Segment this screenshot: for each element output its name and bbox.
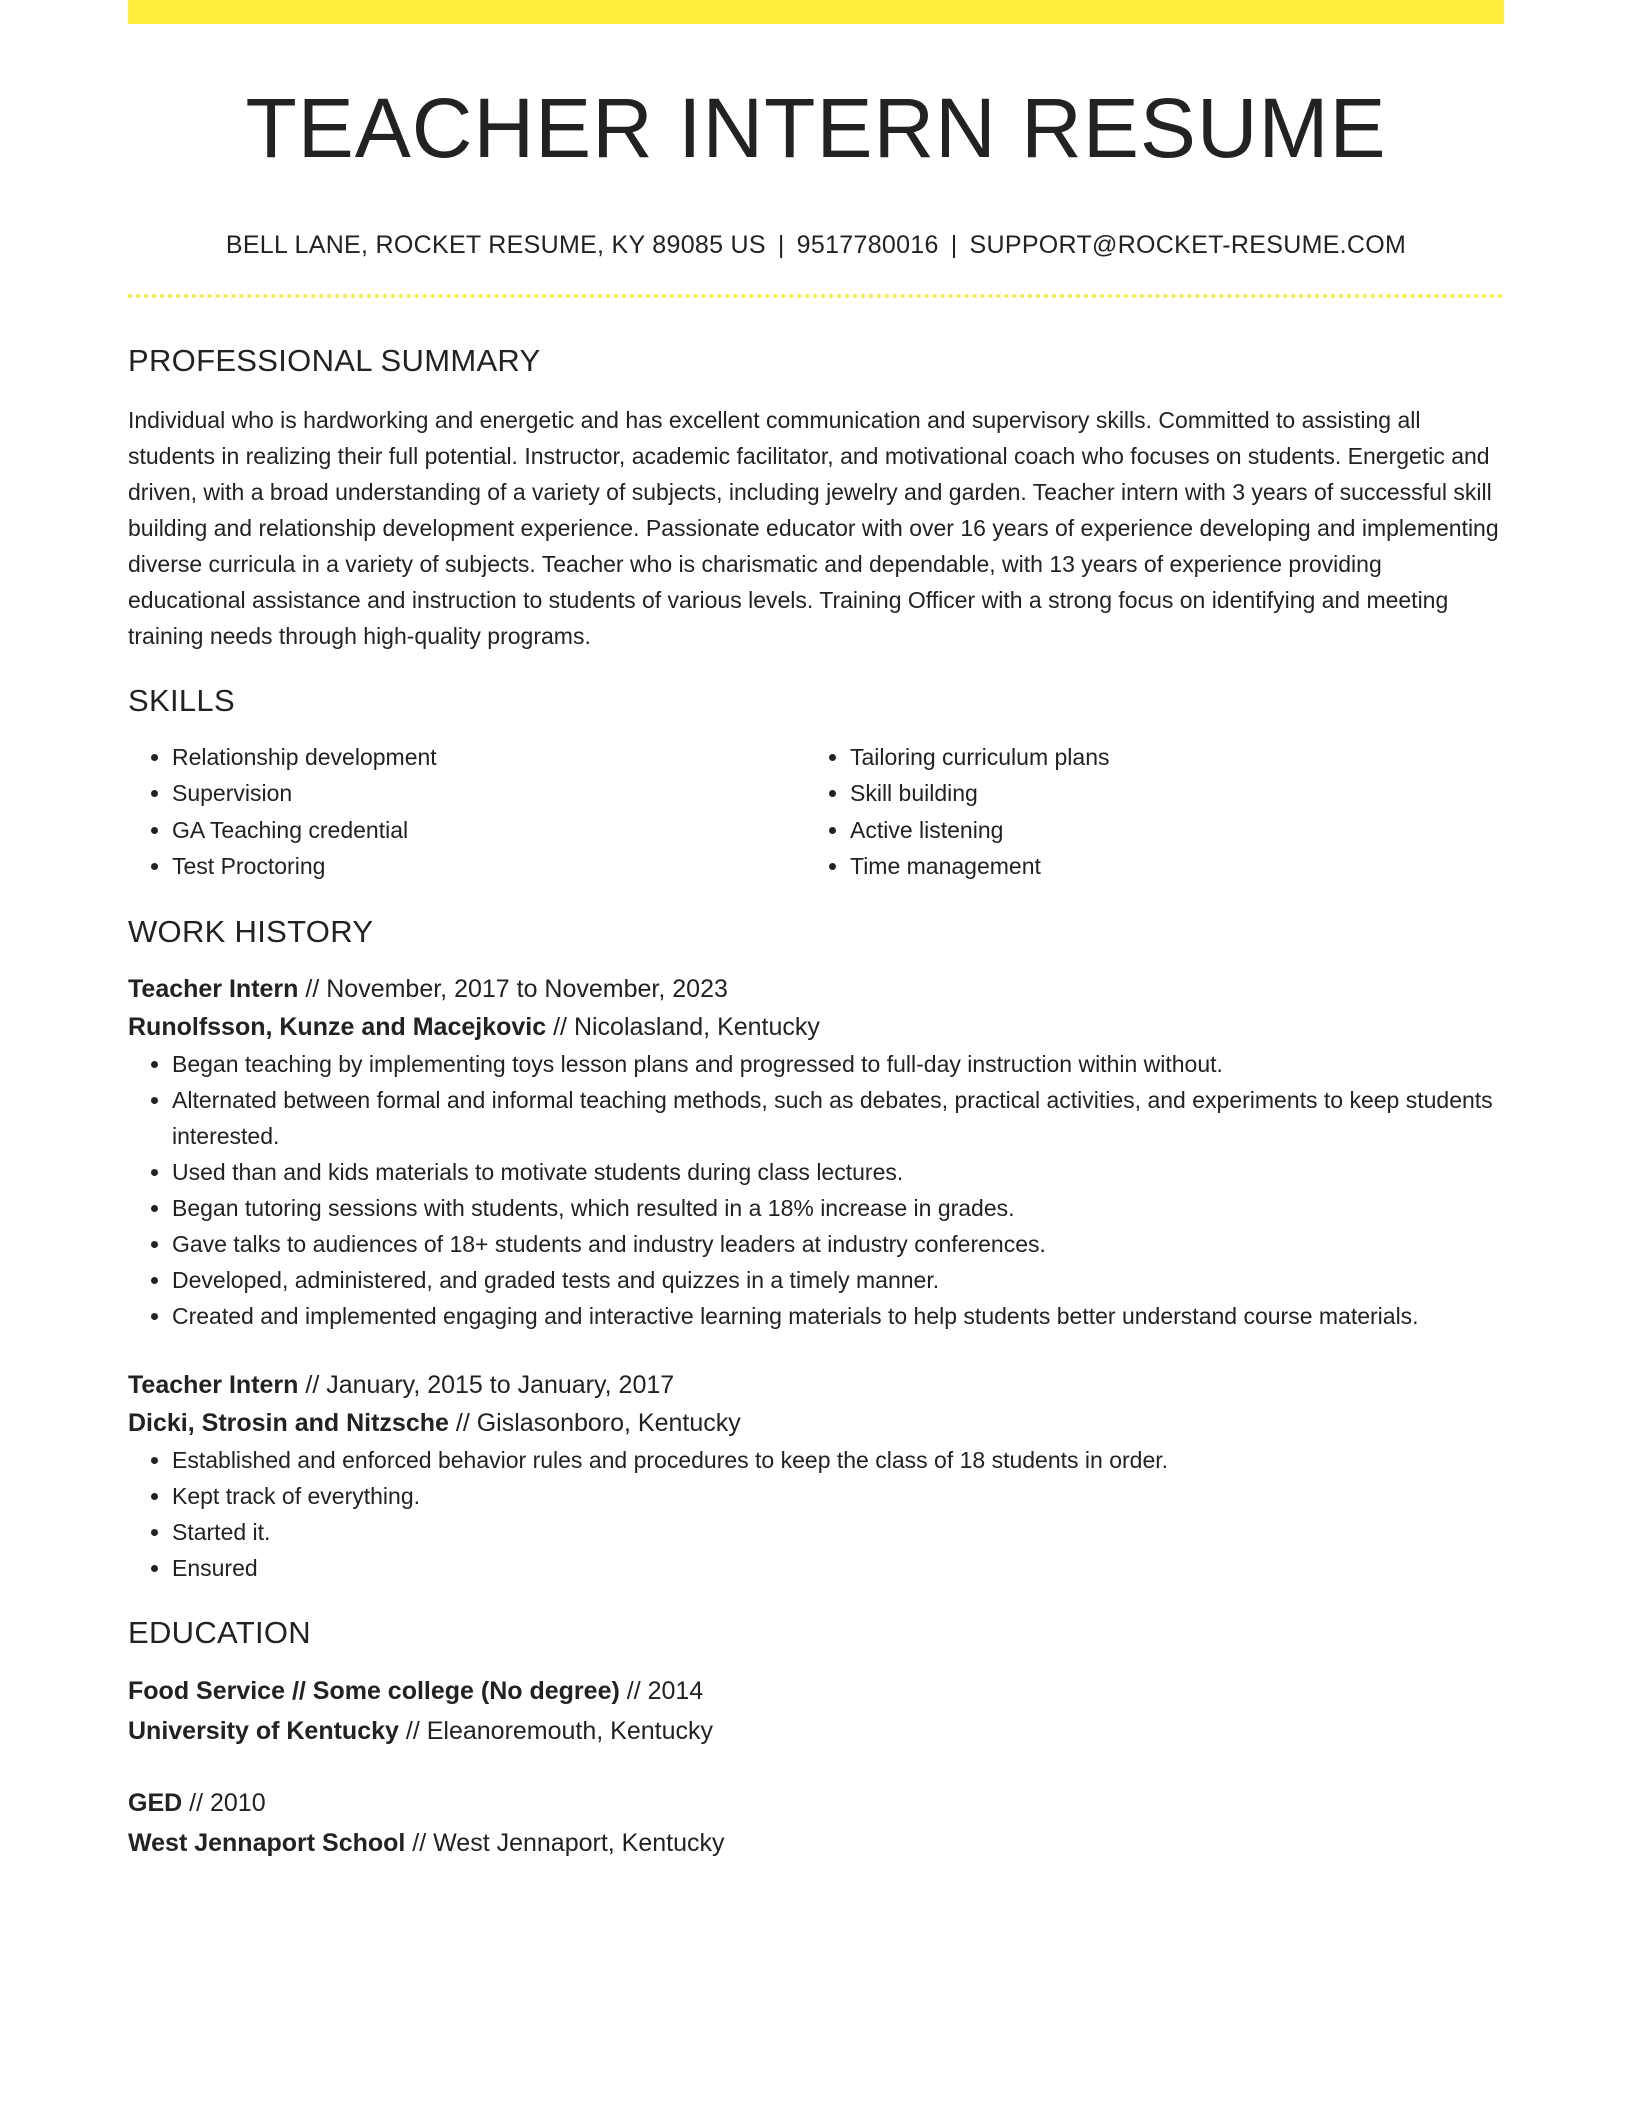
section-title-education: EDUCATION	[128, 1614, 311, 1650]
skills-column-left	[128, 739, 806, 885]
skill-item: • Skill building	[850, 775, 1484, 812]
job-role: Teacher Intern	[128, 1370, 299, 1399]
job-duties-list	[128, 1046, 1504, 1334]
job-duty: • Established and enforced behavior rules and procedures to keep the class of 18 students in order.	[172, 1442, 1504, 1478]
delimiter: //	[298, 1370, 327, 1399]
job-company: Runolfsson, Kunze and Macejkovic	[128, 1012, 547, 1041]
job-duty: • Kept track of everything.	[172, 1478, 1504, 1514]
job-duty: • Started it.	[172, 1514, 1504, 1550]
skill-item: • Active listening	[850, 812, 1484, 849]
contact-phone: 9517780016	[796, 231, 939, 260]
job-location: Nicolasland, Kentucky	[573, 1012, 820, 1041]
education-location: West Jennaport, Kentucky	[433, 1829, 725, 1858]
job-duty: • Gave talks to audiences of 18+ students and industry leaders at industry conferences.	[172, 1226, 1504, 1262]
resume-page	[128, 0, 1504, 1863]
job-company: Dicki, Strosin and Nitzsche	[128, 1408, 449, 1437]
contact-line	[128, 230, 1504, 260]
contact-separator: |	[777, 231, 785, 260]
delimiter: //	[182, 1789, 210, 1818]
skill-item: • Supervision	[172, 775, 806, 812]
delimiter: //	[619, 1677, 648, 1706]
education-entry	[128, 1671, 1504, 1751]
education-school: West Jennaport School	[128, 1829, 406, 1858]
education-school: University of Kentucky	[128, 1717, 399, 1746]
skill-item: • Test Proctoring	[172, 848, 806, 885]
section-title-work-history: WORK HISTORY	[128, 913, 374, 949]
job-entry	[128, 970, 1504, 1334]
job-duty: • Used than and kids materials to motivate students during class lectures.	[172, 1154, 1504, 1190]
job-entry	[128, 1366, 1504, 1586]
job-duty: • Developed, administered, and graded tests and quizzes in a timely manner.	[172, 1262, 1504, 1298]
job-dates: November, 2017 to November, 2023	[326, 974, 728, 1003]
delimiter: //	[398, 1717, 427, 1746]
job-company-line	[128, 1008, 1504, 1046]
summary-text: Individual who is hardworking and energetic and has excellent communication and supervisory skills. Committed to assisting all students in realizing their full potential. Instructor, academic facilitator, and motivational coach who focuses on students. Energetic and driven, with a broad understanding of a variety of subjects, including jewelry and garden. Teacher intern with 3 years of successful skill building and relationship development experience. Passionate educator with over 16 years of experience developing and implementing diverse curricula in a variety of subjects. Teacher who is charismatic and dependable, with 13 years of experience providing educational assistance and instruction to students of various levels. Training Officer with a strong focus on identifying and meeting training needs through high-quality programs.	[128, 406, 1499, 649]
section-title-skills: SKILLS	[128, 682, 235, 718]
education-school-line	[128, 1711, 1504, 1751]
education-degree: Food Service // Some college (No degree)	[128, 1677, 620, 1706]
job-duty: • Ensured	[172, 1550, 1504, 1586]
delimiter: //	[405, 1829, 434, 1858]
skill-item: • Relationship development	[172, 739, 806, 776]
job-duty: • Created and implemented engaging and interactive learning materials to help students better understand course materials.	[172, 1298, 1504, 1334]
education-location: Eleanoremouth, Kentucky	[426, 1717, 713, 1746]
education-year: 2014	[647, 1677, 704, 1706]
top-accent-bar	[128, 0, 1504, 24]
job-duty: • Began teaching by implementing toys lesson plans and progressed to full-day instruction within without.	[172, 1046, 1504, 1082]
contact-email: SUPPORT@ROCKET-RESUME.COM	[969, 231, 1407, 260]
job-title-line	[128, 1366, 1504, 1404]
job-role: Teacher Intern	[128, 974, 299, 1003]
education-year: 2010	[209, 1789, 266, 1818]
dotted-divider	[128, 294, 1504, 298]
education-degree-line	[128, 1783, 1504, 1823]
job-title-line	[128, 970, 1504, 1008]
section-title-summary: PROFESSIONAL SUMMARY	[128, 343, 541, 379]
delimiter: //	[448, 1408, 477, 1437]
education-degree-line	[128, 1671, 1504, 1711]
job-company-line	[128, 1404, 1504, 1442]
skills-list	[128, 739, 1504, 885]
job-dates: January, 2015 to January, 2017	[326, 1370, 675, 1399]
education-degree: GED	[128, 1789, 183, 1818]
contact-address: BELL LANE, ROCKET RESUME, KY 89085 US	[225, 231, 766, 260]
job-location: Gislasonboro, Kentucky	[476, 1408, 741, 1437]
resume-title: TEACHER INTERN RESUME	[245, 81, 1387, 175]
education-school-line	[128, 1823, 1504, 1863]
job-duty: • Alternated between formal and informal teaching methods, such as debates, practical activities, and experiments to keep students interested.	[172, 1082, 1504, 1154]
skill-item: • GA Teaching credential	[172, 812, 806, 849]
delimiter: //	[298, 974, 327, 1003]
contact-separator: |	[950, 231, 958, 260]
skill-item: • Time management	[850, 848, 1484, 885]
delimiter: //	[546, 1012, 574, 1041]
job-duty: • Began tutoring sessions with students, which resulted in a 18% increase in grades.	[172, 1190, 1504, 1226]
skill-item: • Tailoring curriculum plans	[850, 739, 1484, 776]
education-entry	[128, 1783, 1504, 1863]
job-duties-list	[128, 1442, 1504, 1586]
skills-column-right	[806, 739, 1484, 885]
